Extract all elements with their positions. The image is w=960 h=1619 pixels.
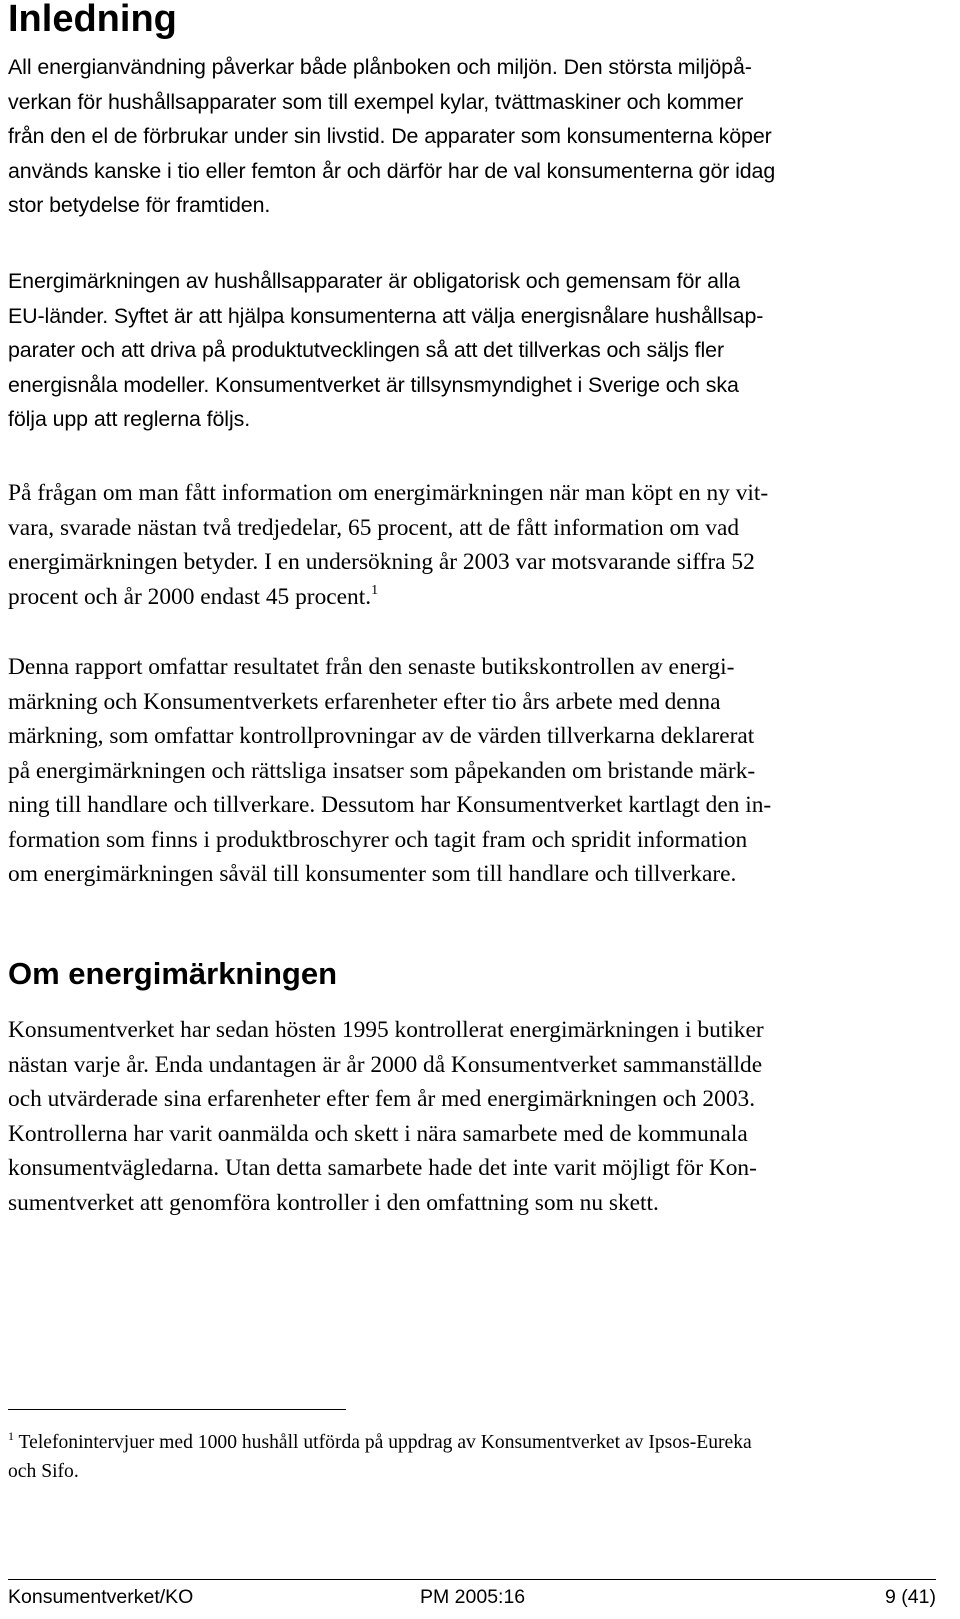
footnote-reference: 1 xyxy=(371,582,379,598)
text-line: Konsumentverket har sedan hösten 1995 kontrollerat energimärkningen i butiker xyxy=(8,1017,764,1043)
footer-page-number: 9 (41) xyxy=(885,1586,936,1608)
text-line: används kanske i tio eller femton år och därför har de val konsumenterna gör idag xyxy=(8,158,776,183)
footer-divider xyxy=(8,1579,936,1580)
paragraph-eu-labelling xyxy=(8,264,928,437)
heading-om-energimarkningen: Om energimärkningen xyxy=(8,956,338,991)
footnote-number: 1 xyxy=(8,1429,14,1443)
text-line: nästan varje år. Enda undantagen är år 2000 då Konsumentverket sammanställde xyxy=(8,1051,763,1078)
text-line: På frågan om man fått information om energimärkningen när man köpt en ny vit- xyxy=(8,480,769,506)
text-line: parater och att driva på produktutvecklingen så att det tillverkas och säljs fler xyxy=(8,338,724,362)
text-line: EU-länder. Syftet är att hjälpa konsumenterna att välja energisnålare hushållsap- xyxy=(8,303,764,328)
text-line: märkning och Konsumentverkets erfarenheter efter tio års arbete med denna xyxy=(8,688,721,715)
footnote-separator xyxy=(8,1409,346,1410)
text-line: sumentverket att genomföra kontroller i den omfattning som nu skett. xyxy=(8,1189,659,1216)
text-line: från den el de förbrukar under sin livstid. De apparater som konsumenterna köper xyxy=(8,124,772,148)
paragraph-survey xyxy=(8,476,928,614)
text-fragment: procent och år 2000 endast 45 procent. xyxy=(8,583,372,610)
heading-inledning: Inledning xyxy=(8,0,177,40)
text-line: och utvärderade sina erfarenheter efter fem år med energimärkningen och 2003. xyxy=(8,1086,756,1112)
text-line: om energimärkningen såväl till konsumenter som till handlare och tillverkare. xyxy=(8,861,737,887)
paragraph-controls xyxy=(8,1013,928,1220)
footnote-line xyxy=(8,1428,928,1457)
text-line: formation som finns i produktbroschyrer och tagit fram och spridit information xyxy=(8,826,748,853)
footnote xyxy=(8,1428,928,1486)
text-line: följa upp att reglerna följs. xyxy=(8,407,251,431)
text-line: verkan för hushållsapparater som till exempel kylar, tvättmaskiner och kommer xyxy=(8,89,744,114)
page-footer xyxy=(8,1584,936,1610)
footer-document-id: PM 2005:16 xyxy=(420,1586,526,1608)
text-line: ning till handlare och tillverkare. Dessutom har Konsumentverket kartlagt den in- xyxy=(8,792,772,818)
text-line: på energimärkningen och rättsliga insatser som påpekanden om bristande märk- xyxy=(8,757,756,784)
text-line: All energianvändning påverkar både plånboken och miljön. Den största miljöpå- xyxy=(8,55,752,79)
text-line: stor betydelse för framtiden. xyxy=(8,193,271,217)
text-line xyxy=(8,580,928,615)
text-line: konsumentvägledarna. Utan detta samarbete hade det inte varit möjligt för Kon- xyxy=(8,1155,757,1181)
text-line: energimärkningen betyder. I en undersökning år 2003 var motsvarande siffra 52 xyxy=(8,549,755,575)
footer-organization: Konsumentverket/KO xyxy=(8,1586,194,1608)
text-line: märkning, som omfattar kontrollprovningar av de värden tillverkarna deklarerat xyxy=(8,723,755,749)
text-line: Energimärkningen av hushållsapparater är obligatorisk och gemensam för alla xyxy=(8,269,741,293)
paragraph-report-scope xyxy=(8,650,928,892)
paragraph-intro xyxy=(8,50,928,223)
text-line: Denna rapport omfattar resultatet från den senaste butikskontrollen av energi- xyxy=(8,654,735,680)
footnote-text: Telefonintervjuer med 1000 hushåll utförda på uppdrag av Konsumentverket av Ipsos-Eureka xyxy=(18,1432,752,1453)
text-line: energisnåla modeller. Konsumentverket är tillsynsmyndighet i Sverige och ska xyxy=(8,372,739,397)
footnote-line: och Sifo. xyxy=(8,1461,79,1482)
text-line: vara, svarade nästan två tredjedelar, 65 procent, att de fått information om vad xyxy=(8,514,740,541)
text-line: Kontrollerna har varit oanmälda och skett i nära samarbete med de kommunala xyxy=(8,1120,748,1147)
